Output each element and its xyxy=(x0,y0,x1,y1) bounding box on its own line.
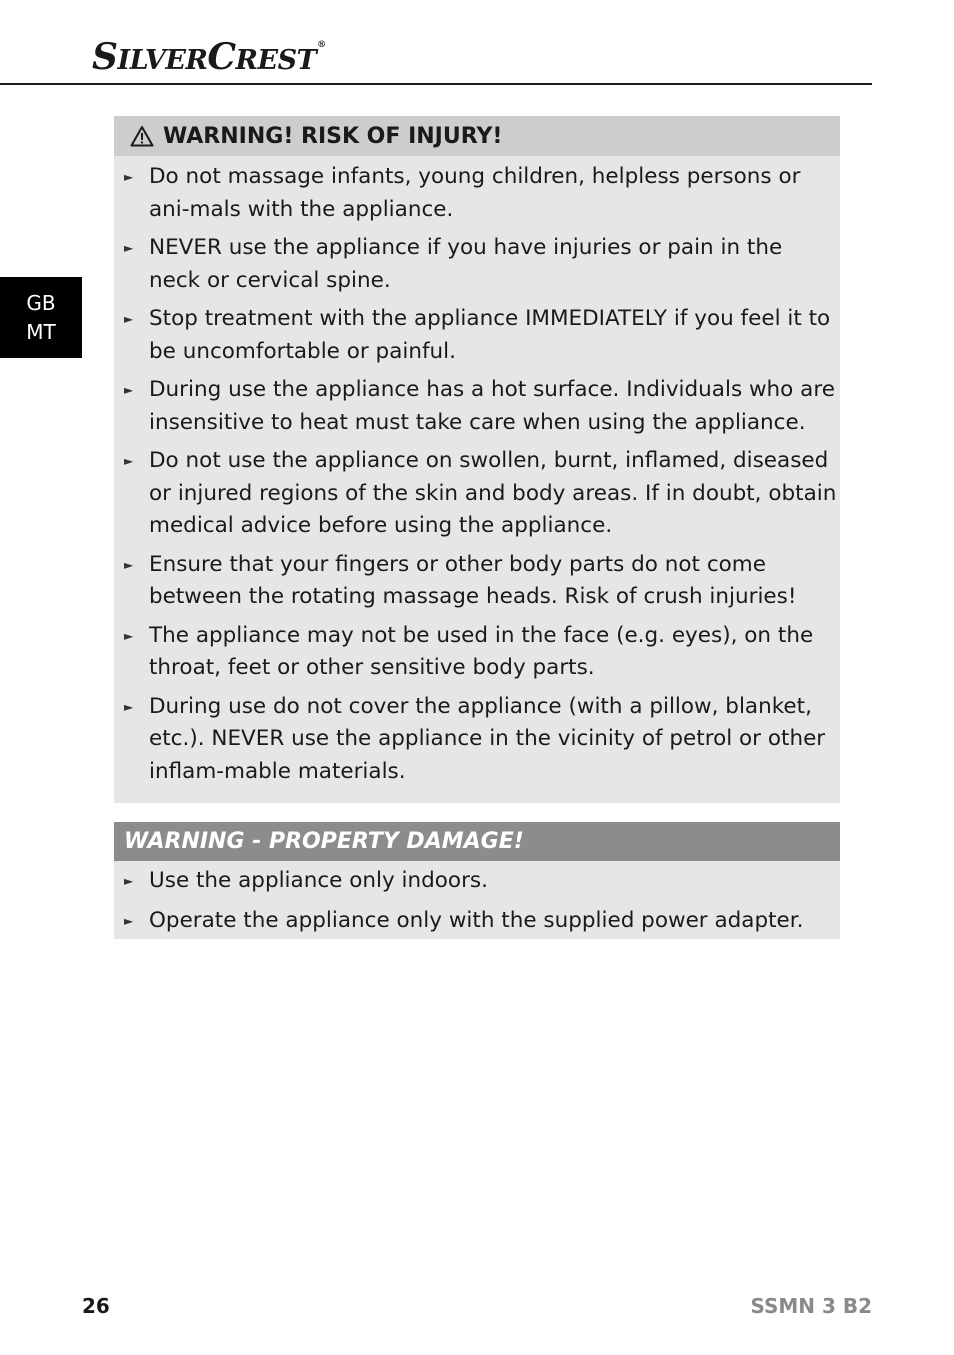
bullet-arrow-icon: ► xyxy=(124,312,134,326)
list-item: ► Ensure that your fingers or other body parts do not come between the rotating massage heads. Risk of crush injuries! xyxy=(114,549,840,614)
bullet-arrow-icon: ► xyxy=(124,699,134,714)
property-warning-header xyxy=(114,822,840,861)
injury-warning-header xyxy=(114,116,840,156)
list-item: ► Operate the appliance only with the supplied power adapter. xyxy=(114,905,840,938)
language-tab xyxy=(0,277,82,358)
list-item: ► Do not use the appliance on swollen, burnt, inflamed, diseased or injured regions of the skin and body areas. If in doubt, obtain medical advice before using the appliance. xyxy=(114,445,840,543)
injury-warning-box xyxy=(114,116,840,803)
language-code-gb: GB xyxy=(26,290,56,315)
injury-warning-title: WARNING! RISK OF INJURY! xyxy=(163,123,503,149)
brand-logo: SILVERCREST® xyxy=(92,36,326,78)
warning-triangle-icon xyxy=(130,125,154,147)
bullet-arrow-icon: ► xyxy=(124,241,134,255)
bullet-arrow-icon: ► xyxy=(124,170,134,184)
list-item: ► During use the appliance has a hot surface. Individuals who are insensitive to heat must take care when using the appliance. xyxy=(114,374,840,439)
property-warning-box xyxy=(114,822,840,939)
list-item: ► During use do not cover the appliance (with a pillow, blanket, etc.). NEVER use the appliance in the vicinity of petrol or other inflam-mable materials. xyxy=(114,691,840,789)
bullet-arrow-icon: ► xyxy=(124,557,134,572)
list-item: ► Do not massage infants, young children, helpless persons or ani-mals with the appliance. xyxy=(114,161,840,226)
bullet-arrow-icon: ► xyxy=(124,628,134,643)
injury-warning-list xyxy=(114,156,840,788)
list-item: ► NEVER use the appliance if you have injuries or pain in the neck or cervical spine. xyxy=(114,232,840,297)
property-warning-title: WARNING - PROPERTY DAMAGE! xyxy=(124,829,524,854)
list-item: ► Use the appliance only indoors. xyxy=(114,865,840,898)
list-item: ► The appliance may not be used in the face (e.g. eyes), on the throat, feet or other sensitive body parts. xyxy=(114,620,840,685)
property-warning-list xyxy=(114,861,840,937)
header-rule xyxy=(0,83,872,85)
bullet-arrow-icon: ► xyxy=(124,454,134,468)
bullet-arrow-icon: ► xyxy=(124,913,134,928)
bullet-arrow-icon: ► xyxy=(124,874,134,888)
bullet-arrow-icon: ► xyxy=(124,383,134,397)
language-code-mt: MT xyxy=(26,319,56,344)
list-item: ► Stop treatment with the appliance IMMEDIATELY if you feel it to be uncomfortable or painful. xyxy=(114,303,840,368)
page-number: 26 xyxy=(82,1294,110,1318)
model-number: SSMN 3 B2 xyxy=(750,1294,872,1318)
